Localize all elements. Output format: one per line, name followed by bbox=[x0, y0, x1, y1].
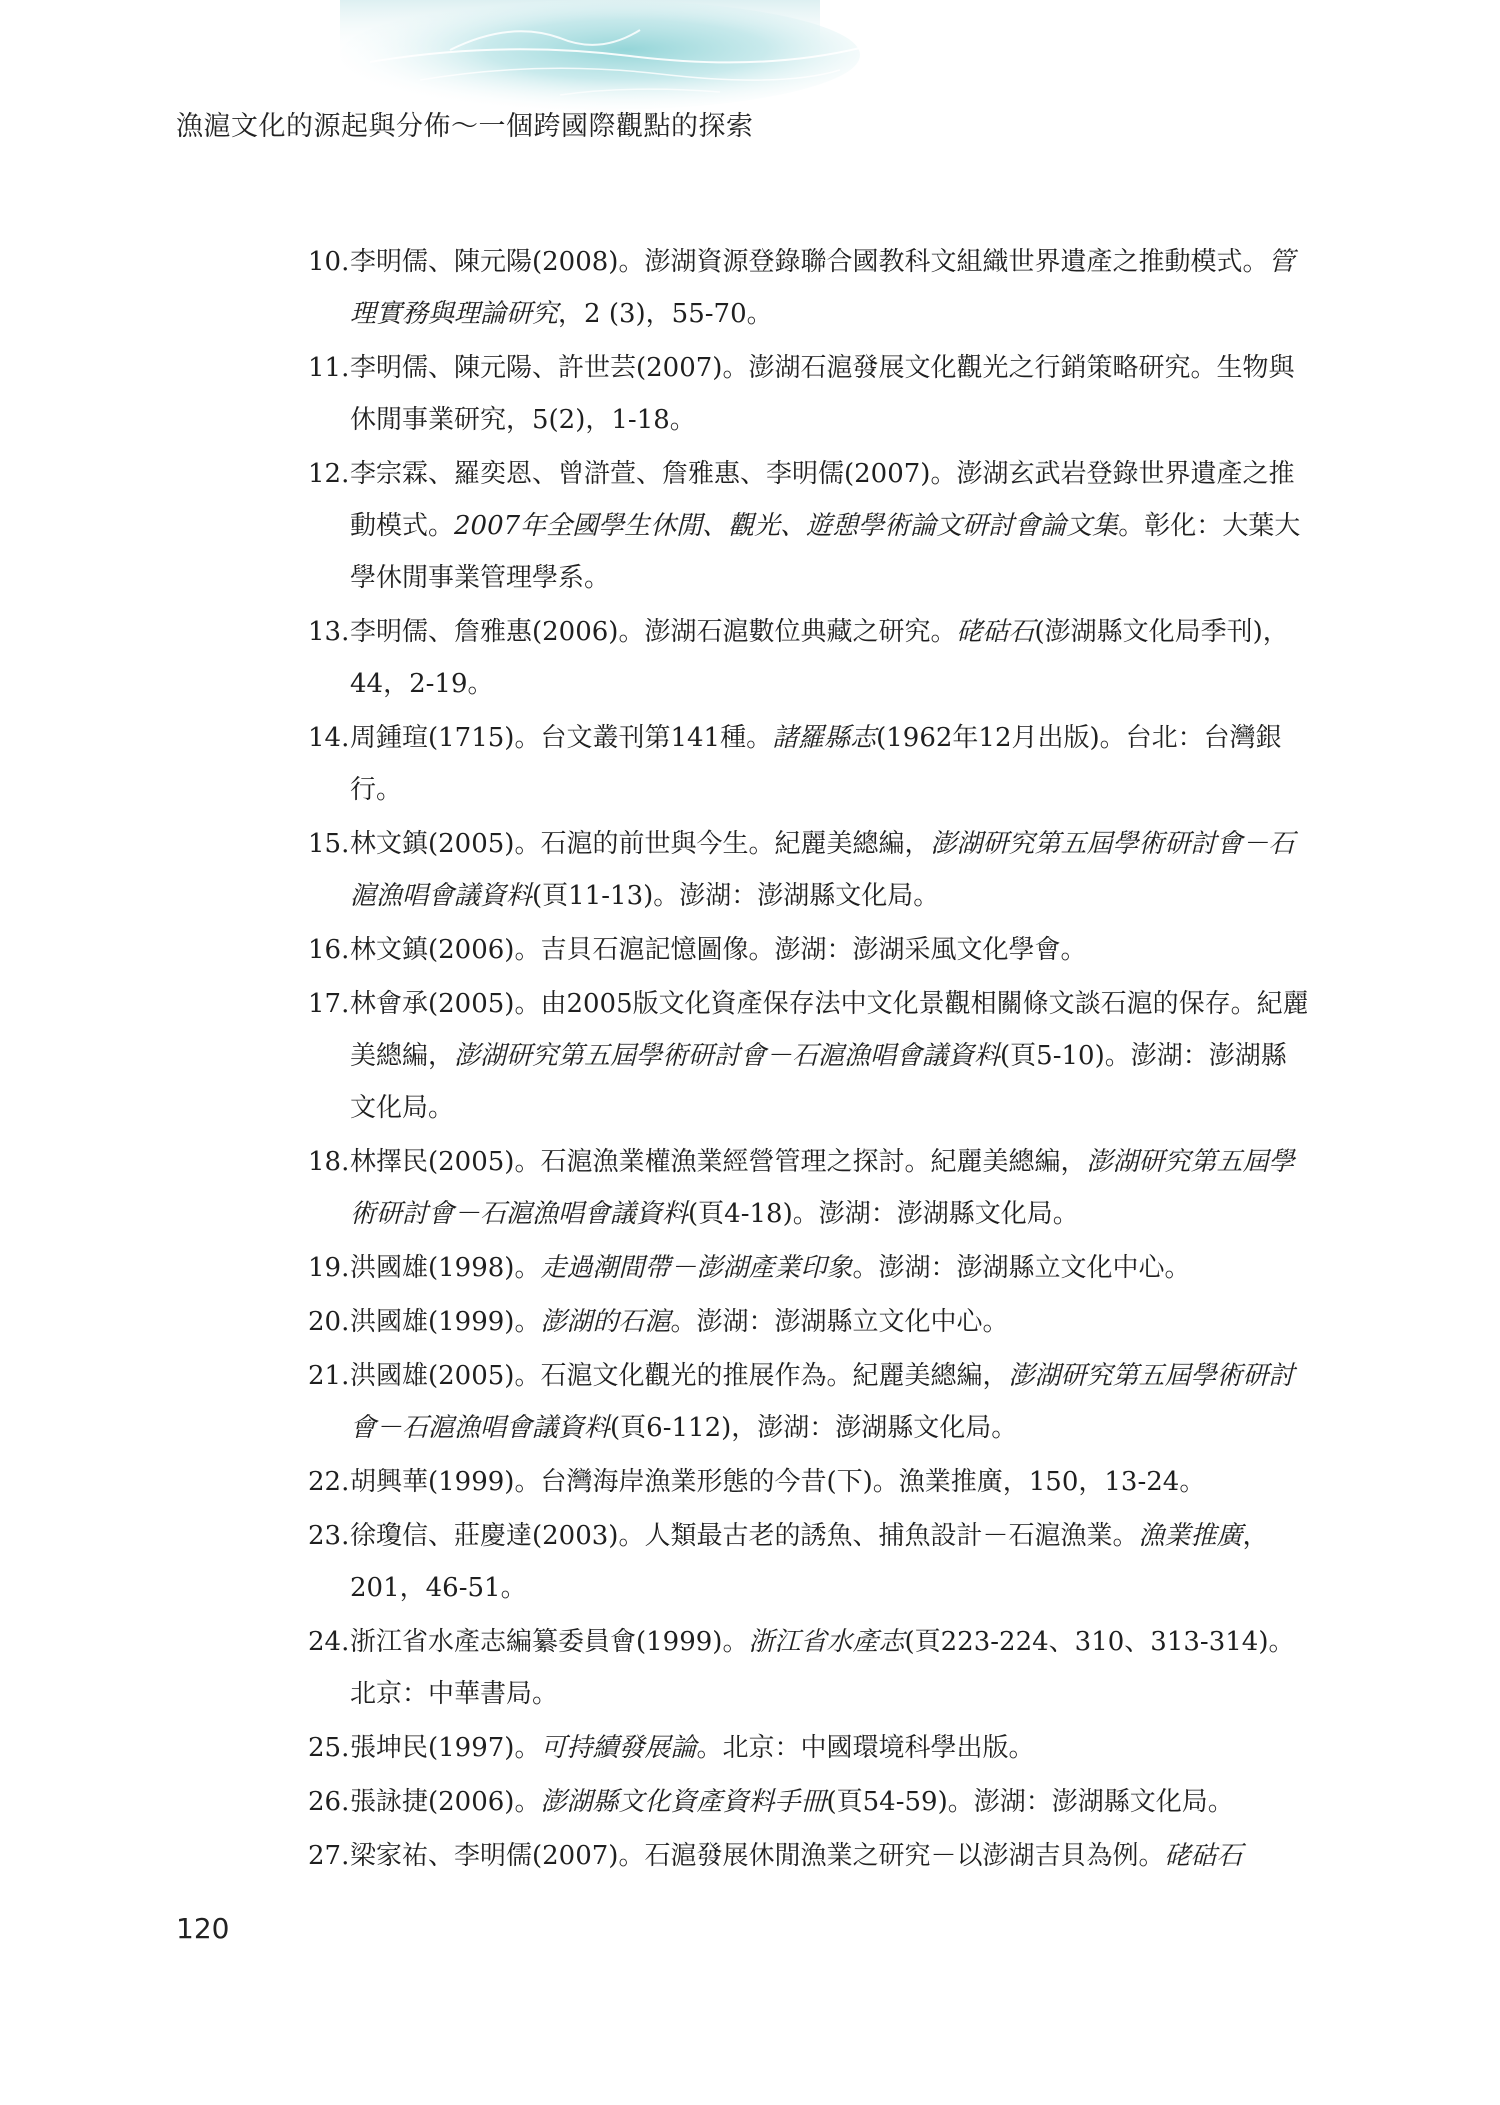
reference-segment: (頁11-13)。澎湖：澎湖縣文化局。 bbox=[532, 881, 940, 911]
reference-text bbox=[350, 236, 1310, 340]
reference-number: 17. bbox=[308, 989, 350, 1019]
reference-segment: 周鍾瑄(1715)。台文叢刊第141種。 bbox=[350, 723, 773, 753]
reference-segment: 梁家祐、李明儒(2007)。石滬發展休閒漁業之研究－以澎湖吉貝為例。 bbox=[350, 1841, 1165, 1871]
reference-title: 走過潮間帶－澎湖產業印象 bbox=[540, 1253, 853, 1283]
reference-segment: 。澎湖：澎湖縣立文化中心。 bbox=[670, 1307, 1009, 1337]
reference-segment: 徐瓊信、莊慶達(2003)。人類最古老的誘魚、捕魚設計－石滬漁業。 bbox=[350, 1521, 1139, 1551]
reference-segment: 洪國雄(1998)。 bbox=[350, 1253, 541, 1283]
reference-item bbox=[310, 1296, 1310, 1348]
reference-segment: 。北京：中國環境科學出版。 bbox=[696, 1733, 1035, 1763]
reference-number: 22. bbox=[308, 1467, 350, 1497]
reference-item bbox=[310, 1830, 1310, 1882]
reference-segment: 。彰化：大葉大學休閒事業管理學系。 bbox=[350, 511, 1301, 593]
reference-text bbox=[350, 1510, 1310, 1614]
reference-text bbox=[350, 1456, 1310, 1508]
reference-item bbox=[310, 236, 1310, 340]
reference-text bbox=[350, 448, 1310, 604]
reference-list bbox=[310, 236, 1310, 1884]
reference-segment: ，2 (3)，55-70。 bbox=[558, 299, 773, 329]
reference-item bbox=[310, 1456, 1310, 1508]
reference-number: 21. bbox=[308, 1361, 350, 1391]
reference-segment: 李明儒、陳元陽、許世芸(2007)。澎湖石滬發展文化觀光之行銷策略研究。生物與休閒事業研究，5(2)，1-18。 bbox=[350, 353, 1295, 435]
reference-item bbox=[310, 818, 1310, 922]
reference-text bbox=[350, 1776, 1310, 1828]
reference-item bbox=[310, 1242, 1310, 1294]
reference-item bbox=[310, 924, 1310, 976]
reference-segment: 李宗霖、羅奕恩、曾滸萱、詹雅惠、李明儒(2007)。澎湖玄武岩登錄世界遺產之推動模式。 bbox=[350, 459, 1295, 541]
reference-segment: 。澎湖：澎湖縣立文化中心。 bbox=[852, 1253, 1191, 1283]
reference-title: 澎湖的石滬 bbox=[540, 1307, 671, 1337]
reference-number: 13. bbox=[308, 617, 350, 647]
reference-title: 澎湖研究第五屆學術研討會－石滬漁唱會議資料 bbox=[454, 1041, 1001, 1071]
reference-item bbox=[310, 1136, 1310, 1240]
reference-number: 14. bbox=[308, 723, 350, 753]
header-ocean-art bbox=[300, 0, 860, 115]
reference-segment: 李明儒、陳元陽(2008)。澎湖資源登錄聯合國教科文組織世界遺產之推動模式。 bbox=[350, 247, 1269, 277]
reference-segment: (頁5-10)。澎湖：澎湖縣文化局。 bbox=[350, 1041, 1287, 1123]
reference-text bbox=[350, 342, 1310, 446]
reference-text bbox=[350, 1136, 1310, 1240]
reference-title: 硓𥑮石 bbox=[1164, 1841, 1243, 1871]
page-number: 120 bbox=[176, 1912, 230, 1945]
reference-number: 20. bbox=[308, 1307, 350, 1337]
reference-segment: (澎湖縣文化局季刊)，44，2-19。 bbox=[350, 617, 1289, 699]
reference-item bbox=[310, 342, 1310, 446]
reference-segment: (頁54-59)。澎湖：澎湖縣文化局。 bbox=[826, 1787, 1234, 1817]
reference-item bbox=[310, 606, 1310, 710]
reference-number: 18. bbox=[308, 1147, 350, 1177]
reference-number: 19. bbox=[308, 1253, 350, 1283]
reference-segment: (頁6-112)，澎湖：澎湖縣文化局。 bbox=[610, 1413, 1018, 1443]
reference-text bbox=[350, 712, 1310, 816]
reference-segment: 李明儒、詹雅惠(2006)。澎湖石滬數位典藏之研究。 bbox=[350, 617, 957, 647]
reference-number: 11. bbox=[308, 353, 350, 383]
reference-number: 12. bbox=[308, 459, 350, 489]
reference-segment: 洪國雄(2005)。石滬文化觀光的推展作為。紀麗美總編， bbox=[350, 1361, 1009, 1391]
reference-item bbox=[310, 1722, 1310, 1774]
reference-segment: 林會承(2005)。由2005版文化資產保存法中文化景觀相關條文談石滬的保存。紀麗美總編， bbox=[350, 989, 1309, 1071]
reference-segment: (頁223-224、310、313-314)。北京：中華書局。 bbox=[350, 1627, 1295, 1709]
reference-text bbox=[350, 1722, 1310, 1774]
reference-segment: 張詠捷(2006)。 bbox=[350, 1787, 541, 1817]
reference-segment: 林文鎮(2006)。吉貝石滬記憶圖像。澎湖：澎湖采風文化學會。 bbox=[350, 935, 1087, 965]
reference-item bbox=[310, 1776, 1310, 1828]
reference-text bbox=[350, 1242, 1310, 1294]
reference-title: 諸羅縣志 bbox=[772, 723, 877, 753]
reference-number: 23. bbox=[308, 1521, 350, 1551]
reference-segment: 胡興華(1999)。台灣海岸漁業形態的今昔(下)。漁業推廣，150，13-24。 bbox=[350, 1467, 1206, 1497]
reference-number: 24. bbox=[308, 1627, 350, 1657]
reference-number: 16. bbox=[308, 935, 350, 965]
reference-title: 漁業推廣 bbox=[1138, 1521, 1243, 1551]
reference-title: 可持續發展論 bbox=[540, 1733, 697, 1763]
reference-segment: (1962年12月出版)。台北：台灣銀行。 bbox=[350, 723, 1282, 805]
reference-title: 澎湖縣文化資產資料手冊 bbox=[540, 1787, 827, 1817]
reference-number: 26. bbox=[308, 1787, 350, 1817]
reference-title: 浙江省水產志 bbox=[748, 1627, 905, 1657]
reference-segment: 張坤民(1997)。 bbox=[350, 1733, 541, 1763]
reference-segment: 洪國雄(1999)。 bbox=[350, 1307, 541, 1337]
reference-number: 27. bbox=[308, 1841, 350, 1871]
reference-item bbox=[310, 1510, 1310, 1614]
reference-segment: 林擇民(2005)。石滬漁業權漁業經營管理之探討。紀麗美總編， bbox=[350, 1147, 1087, 1177]
reference-text bbox=[350, 924, 1310, 976]
reference-segment: ，201，46-51。 bbox=[350, 1521, 1269, 1603]
reference-text bbox=[350, 1296, 1310, 1348]
reference-segment: (頁4-18)。澎湖：澎湖縣文化局。 bbox=[688, 1199, 1079, 1229]
reference-number: 25. bbox=[308, 1733, 350, 1763]
reference-item bbox=[310, 448, 1310, 604]
running-head: 漁滬文化的源起與分佈～一個跨國際觀點的探索 bbox=[176, 111, 754, 142]
reference-number: 10. bbox=[308, 247, 350, 277]
reference-text bbox=[350, 978, 1310, 1134]
reference-title: 澎湖研究第五屆學術研討會－石滬漁唱會議資料 bbox=[350, 829, 1295, 911]
reference-text bbox=[350, 606, 1310, 710]
reference-segment: 浙江省水產志編纂委員會(1999)。 bbox=[350, 1627, 749, 1657]
reference-item bbox=[310, 978, 1310, 1134]
reference-title: 管理實務與理論研究 bbox=[350, 247, 1295, 329]
reference-item bbox=[310, 1350, 1310, 1454]
reference-title: 2007年全國學生休閒、觀光、遊憩學術論文研討會論文集 bbox=[454, 511, 1119, 541]
reference-title: 澎湖研究第五屆學術研討會－石滬漁唱會議資料 bbox=[350, 1147, 1295, 1229]
reference-number: 15. bbox=[308, 829, 350, 859]
reference-text bbox=[350, 1350, 1310, 1454]
reference-item bbox=[310, 1616, 1310, 1720]
reference-text bbox=[350, 1830, 1310, 1882]
reference-text bbox=[350, 1616, 1310, 1720]
reference-text bbox=[350, 818, 1310, 922]
reference-segment: 林文鎮(2005)。石滬的前世與今生。紀麗美總編， bbox=[350, 829, 931, 859]
reference-item bbox=[310, 712, 1310, 816]
reference-title: 澎湖研究第五屆學術研討會－石滬漁唱會議資料 bbox=[350, 1361, 1295, 1443]
reference-title: 硓𥑮石 bbox=[956, 617, 1035, 647]
